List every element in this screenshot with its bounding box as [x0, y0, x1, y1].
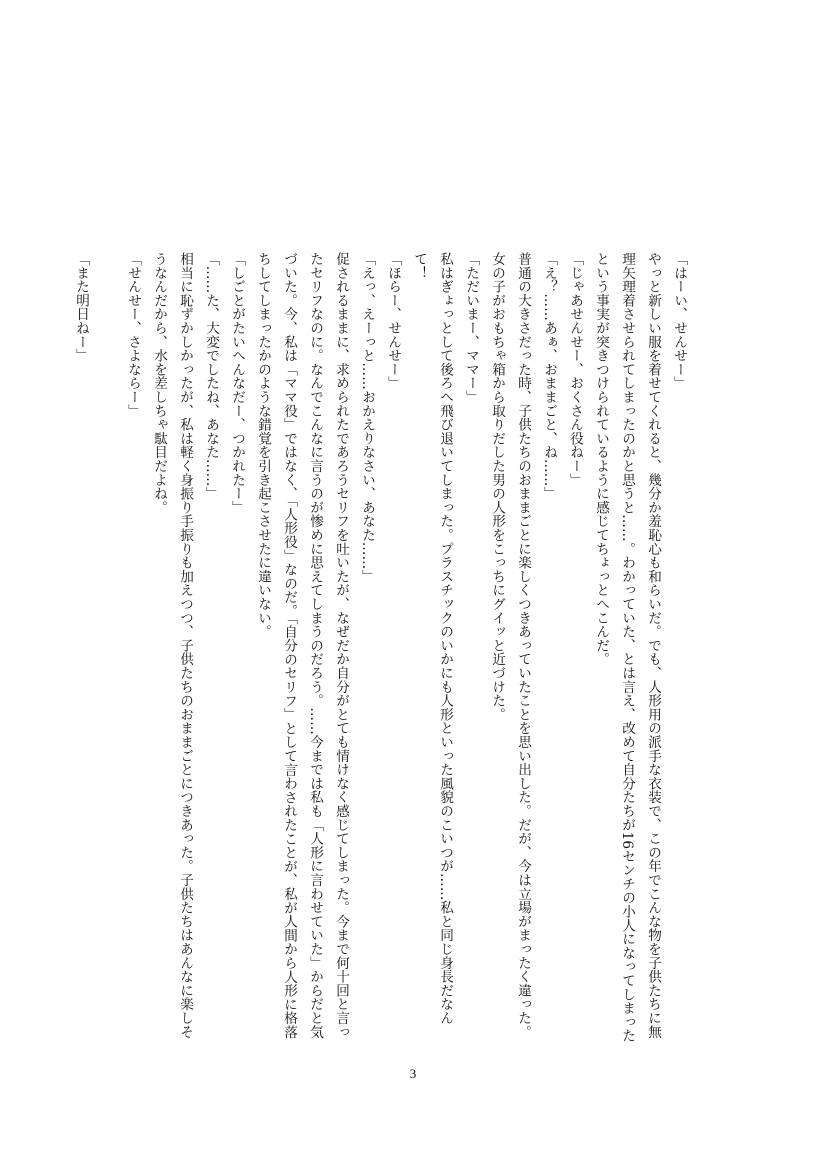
narration-paragraph: 促されるままに、求められたであろうセリフを吐いたが、なぜだか自分がとても情けなく感じてしまった。今まで何十回と言ったセリフなのに。なんでこんなに言うのが惨めに思えてしまうのだろう。……今までは私も「人形に言わせていた」からだと気づいた。今、私は「ママ役」ではなく、「人形役」なのだ。「自分のセリフ」として言わされたことが、私が人間から人形に格落ちしてしまったかのような錯覚を引き起こさせたに違いない。	[255, 252, 349, 1039]
narration-paragraph: 相当に恥ずかしかったが、私は軽く身振り手振りも加えつつ、子供たちのおままごとにつきあった。子供たちはあんなに楽しそうなんだから、水を差しちゃ駄目だよね。	[151, 252, 193, 1039]
dialogue-line: 「しごとがたいへんなだー、つかれたー」	[229, 252, 245, 515]
dialogue-line: 「ほらー、せんせー」	[385, 252, 401, 390]
narration-paragraph: 普通の大きさだった時、子供たちのおままごとに楽しくつきあっていたことを思い出した。だが、今は立場がまったく違った。	[515, 252, 531, 1039]
narration-paragraph: 私はぎょっとして後ろへ飛び退いてしまった。プラスチックのいかにも人形といった風貌のこいつが……私と同じ身長だなんて！	[411, 252, 453, 1025]
dialogue-line: 「また明日ねー」	[73, 252, 89, 363]
dialogue-line: 「えっ、えーっと……おかえりなさい、あなた……」	[359, 252, 375, 584]
dialogue-line: 「じゃあせんせー、おくさん役ねー」	[567, 252, 583, 487]
dialogue-line: 「はーい、せんせー」	[671, 252, 687, 390]
dialogue-line: 「え？……あぁ、おままごと、ね……」	[541, 252, 557, 501]
vertical-text-body	[68, 252, 692, 1052]
narration-paragraph: 女の子がおもちゃ箱から取りだした男の人形をこっちにグイッと近づけた。	[489, 252, 505, 722]
dialogue-line: 「……た、大変でしたね、あなた……」	[203, 252, 219, 501]
dialogue-line: 「ただいまー、ママー」	[463, 252, 479, 404]
page-number: 3	[409, 1066, 417, 1081]
narration-paragraph: やっと新しい服を着せてくれると、幾分か羞恥心も和らいだ。でも、人形用の派手な衣装で、この年でこんな物を子供たちに無理矢理着させられてしまったのかと思うと……。わかっていた、とは言え、改めて自分たちが16センチの小人になってしまったという事実が突きつけられているように感じてちょっとへこんだ。	[593, 252, 661, 1043]
dialogue-line: 「せんせー、さよならー」	[125, 252, 141, 418]
